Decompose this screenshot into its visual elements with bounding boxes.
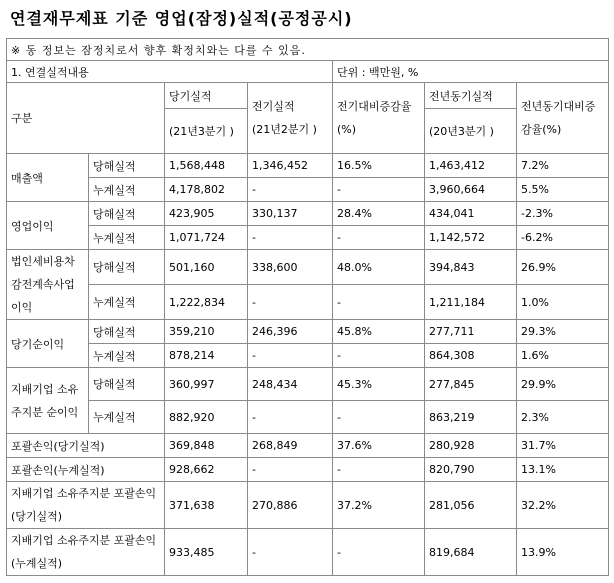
cell-qoq: 37.6% [333,434,425,458]
cell-yoy-base: 3,960,664 [425,178,517,202]
cell-yoy: -6.2% [517,226,609,250]
cell-yoy: 5.5% [517,178,609,202]
row-item: 당기순이익 [7,320,89,368]
cell-qoq: - [333,401,425,434]
header-qoq: 전기대비증감율(%) [333,83,425,154]
cell-yoy: 1.6% [517,344,609,368]
cell-prior: - [248,401,333,434]
row-item: 지배기업 소유주지분 포괄손익(누계실적) [7,529,165,576]
cell-current: 359,210 [165,320,248,344]
header-yoy: 전년동기대비증감율(%) [517,83,609,154]
cell-qoq: - [333,285,425,320]
cell-current: 933,485 [165,529,248,576]
earnings-table [6,38,609,576]
cell-yoy-base: 1,211,184 [425,285,517,320]
cell-yoy: 31.7% [517,434,609,458]
cell-qoq: 45.8% [333,320,425,344]
header-current: 당기실적 [165,83,248,109]
row-item: 포괄손익(당기실적) [7,434,165,458]
header-prior: 전기실적 (21년2분기 ) [248,83,333,154]
cell-prior: - [248,458,333,482]
cell-prior: 270,886 [248,482,333,529]
cell-current: 1,568,448 [165,154,248,178]
cell-qoq: 28.4% [333,202,425,226]
disclaimer-note: ※ 동 정보는 잠정치로서 향후 확정치와는 다를 수 있음. [7,39,609,61]
cell-yoy: 32.2% [517,482,609,529]
row-item: 지배기업 소유주지분 순이익 [7,368,89,434]
row-item: 포괄손익(누계실적) [7,458,165,482]
cell-current: 360,997 [165,368,248,401]
unit-label: 단위 : 백만원, % [333,61,609,83]
cell-prior: - [248,178,333,202]
cell-yoy: 7.2% [517,154,609,178]
row-type: 누계실적 [89,178,165,202]
cell-current: 928,662 [165,458,248,482]
cell-yoy: 29.9% [517,368,609,401]
header-yoy-base-period: (20년3분기 ) [425,109,517,154]
row-type: 당해실적 [89,320,165,344]
cell-yoy-base: 1,142,572 [425,226,517,250]
cell-yoy: 26.9% [517,250,609,285]
row-item: 법인세비용차감전계속사업이익 [7,250,89,320]
page-title: 연결재무제표 기준 영업(잠정)실적(공정공시) [10,9,353,28]
row-type: 당해실적 [89,202,165,226]
cell-yoy-base: 434,041 [425,202,517,226]
header-yoy-base: 전년동기실적 [425,83,517,109]
row-type: 당해실적 [89,368,165,401]
cell-yoy-base: 820,790 [425,458,517,482]
cell-prior: 330,137 [248,202,333,226]
cell-prior: - [248,226,333,250]
cell-prior: - [248,285,333,320]
cell-yoy: -2.3% [517,202,609,226]
row-type: 누계실적 [89,226,165,250]
cell-current: 878,214 [165,344,248,368]
section-title: 1. 연결실적내용 [7,61,333,83]
cell-yoy: 13.9% [517,529,609,576]
cell-prior: 248,434 [248,368,333,401]
cell-qoq: - [333,226,425,250]
row-type: 누계실적 [89,401,165,434]
cell-yoy-base: 280,928 [425,434,517,458]
header-current-period: (21년3분기 ) [165,109,248,154]
cell-yoy-base: 277,845 [425,368,517,401]
cell-current: 423,905 [165,202,248,226]
cell-current: 882,920 [165,401,248,434]
cell-qoq: - [333,344,425,368]
cell-qoq: 37.2% [333,482,425,529]
row-item: 영업이익 [7,202,89,250]
cell-yoy: 29.3% [517,320,609,344]
cell-yoy-base: 819,684 [425,529,517,576]
row-type: 누계실적 [89,285,165,320]
cell-qoq: - [333,178,425,202]
cell-prior: 246,396 [248,320,333,344]
cell-yoy-base: 864,308 [425,344,517,368]
cell-qoq: - [333,458,425,482]
cell-yoy-base: 863,219 [425,401,517,434]
cell-current: 369,848 [165,434,248,458]
cell-current: 4,178,802 [165,178,248,202]
cell-prior: 1,346,452 [248,154,333,178]
cell-prior: - [248,529,333,576]
row-type: 당해실적 [89,154,165,178]
cell-prior: 268,849 [248,434,333,458]
cell-current: 1,071,724 [165,226,248,250]
cell-prior: 338,600 [248,250,333,285]
row-item: 지배기업 소유주지분 포괄손익(당기실적) [7,482,165,529]
cell-current: 1,222,834 [165,285,248,320]
cell-yoy-base: 281,056 [425,482,517,529]
cell-qoq: 16.5% [333,154,425,178]
cell-qoq: 45.3% [333,368,425,401]
row-type: 당해실적 [89,250,165,285]
row-type: 누계실적 [89,344,165,368]
cell-qoq: - [333,529,425,576]
cell-yoy: 13.1% [517,458,609,482]
header-gubun: 구분 [7,83,165,154]
cell-yoy: 2.3% [517,401,609,434]
cell-current: 371,638 [165,482,248,529]
row-item: 매출액 [7,154,89,202]
cell-yoy: 1.0% [517,285,609,320]
cell-prior: - [248,344,333,368]
cell-qoq: 48.0% [333,250,425,285]
cell-current: 501,160 [165,250,248,285]
cell-yoy-base: 277,711 [425,320,517,344]
cell-yoy-base: 1,463,412 [425,154,517,178]
cell-yoy-base: 394,843 [425,250,517,285]
